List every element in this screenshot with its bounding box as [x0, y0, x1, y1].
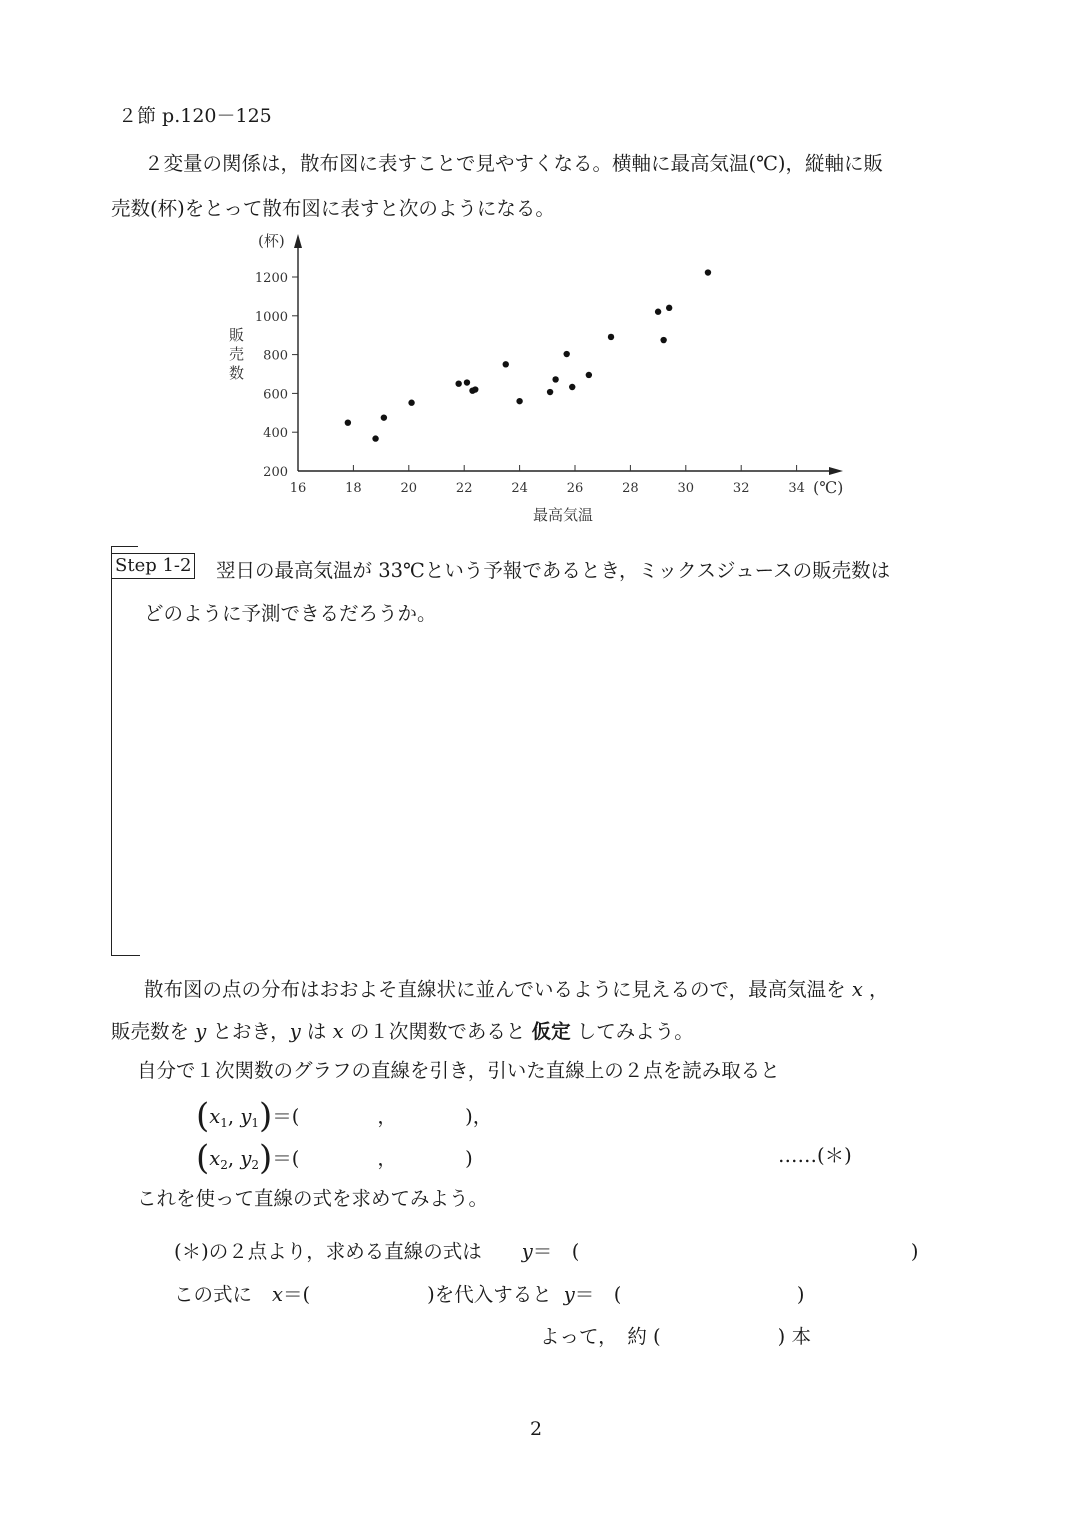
data-point — [569, 384, 575, 390]
x-axis-unit: (℃) — [813, 478, 844, 497]
x-tick-label: 26 — [566, 481, 584, 496]
paragraph-assumption-line-1: 散布図の点の分布はおおよそ直線状に並んでいるように見えるので，最高気温を x ， — [144, 978, 889, 1001]
line-equation-blank[interactable]: ＝ ( ) — [532, 1240, 919, 1263]
y-value-blank[interactable]: ＝ ( ) — [574, 1283, 805, 1306]
step-question-line-1: 翌日の最高気温が 33℃という予報であるとき，ミックスジュースの販売数は — [216, 559, 891, 582]
x-tick-label: 24 — [511, 481, 528, 496]
x-tick-label: 22 — [455, 481, 473, 496]
data-point — [408, 400, 414, 406]
data-point — [547, 389, 553, 395]
x-axis-label: 最高気温 — [533, 506, 594, 524]
data-point — [503, 361, 509, 367]
y-tick-label: 1000 — [254, 309, 288, 325]
intro-line-2: 売数(杯)をとって散布図に表すと次のようになる。 — [111, 197, 555, 220]
chart-ticks — [255, 271, 805, 496]
section-reference: ２節 p.120－125 — [118, 105, 272, 127]
data-point — [552, 376, 558, 382]
y-axis-unit: (杯) — [258, 232, 285, 250]
y-tick-label: 600 — [263, 387, 288, 403]
instruction-find-equation: これを使って直線の式を求めてみよう。 — [137, 1187, 489, 1210]
page-number: 2 — [530, 1418, 543, 1440]
data-point — [345, 419, 351, 425]
data-point — [455, 381, 461, 387]
x-tick-label: 34 — [788, 481, 805, 496]
substitution-row: この式に x＝( )を代入すると y＝ ( ) — [174, 1283, 805, 1306]
data-point — [705, 269, 711, 275]
data-point — [586, 372, 592, 378]
data-point — [372, 435, 378, 441]
data-point — [608, 334, 614, 340]
y-tick-label: 1200 — [254, 271, 288, 286]
x-tick-label: 30 — [677, 481, 695, 496]
x-tick-label: 32 — [732, 481, 750, 496]
data-point — [660, 337, 666, 343]
emphasis-assumption: 仮定 — [531, 1020, 571, 1043]
line-equation-row: (＊)の２点より，求める直線の式は y＝ ( ) — [174, 1240, 919, 1263]
x-tick-label: 18 — [345, 481, 362, 496]
y-axis-arrow — [294, 234, 302, 248]
data-point — [666, 305, 672, 311]
data-point — [655, 309, 661, 315]
instruction-read-points: 自分で１次関数のグラフの直線を引き，引いた直線上の２点を読み取ると — [137, 1059, 780, 1082]
data-point — [381, 414, 387, 420]
data-point — [472, 386, 478, 392]
point-2-row: ($x_2$, $y_2)=$( ， ) — [196, 1138, 473, 1178]
answer-box-bracket — [111, 546, 140, 956]
data-point — [516, 398, 522, 404]
step-question-line-2: どのように予測できるだろうか。 — [144, 602, 437, 625]
point-1-row: ($x_1$, $y_1)=$( ， )， — [196, 1096, 493, 1136]
step-label: Step 1-2 — [111, 553, 195, 579]
point-1-blank[interactable]: ＝( ， )， — [272, 1105, 493, 1128]
intro-line-1: ２変量の関係は，散布図に表すことで見やすくなる。横軸に最高気温(℃)，縦軸に販 — [144, 152, 884, 175]
y-tick-label: 200 — [263, 465, 288, 480]
x-tick-label: 28 — [622, 481, 639, 496]
x-tick-label: 16 — [289, 481, 307, 496]
scatter-chart — [225, 228, 850, 528]
y-axis-label: 販売数 — [229, 326, 245, 382]
y-tick-label: 400 — [263, 426, 288, 442]
x-tick-label: 20 — [400, 481, 418, 496]
equation-marker: ……(＊) — [778, 1144, 852, 1167]
y-tick-label: 800 — [263, 348, 288, 364]
x-axis-arrow — [829, 467, 843, 475]
chart-points — [345, 269, 711, 441]
paragraph-assumption-line-2: 販売数を y とおき，y は x の１次関数であると 仮定 してみよう。 — [111, 1020, 694, 1043]
point-2-blank[interactable]: ＝( ， ) — [272, 1147, 473, 1170]
answer-row[interactable]: よって， 約 ( ) 本 — [540, 1325, 811, 1348]
x-value-blank[interactable]: ＝( )を代入すると — [283, 1283, 552, 1306]
data-point — [464, 379, 470, 385]
data-point — [563, 351, 569, 357]
